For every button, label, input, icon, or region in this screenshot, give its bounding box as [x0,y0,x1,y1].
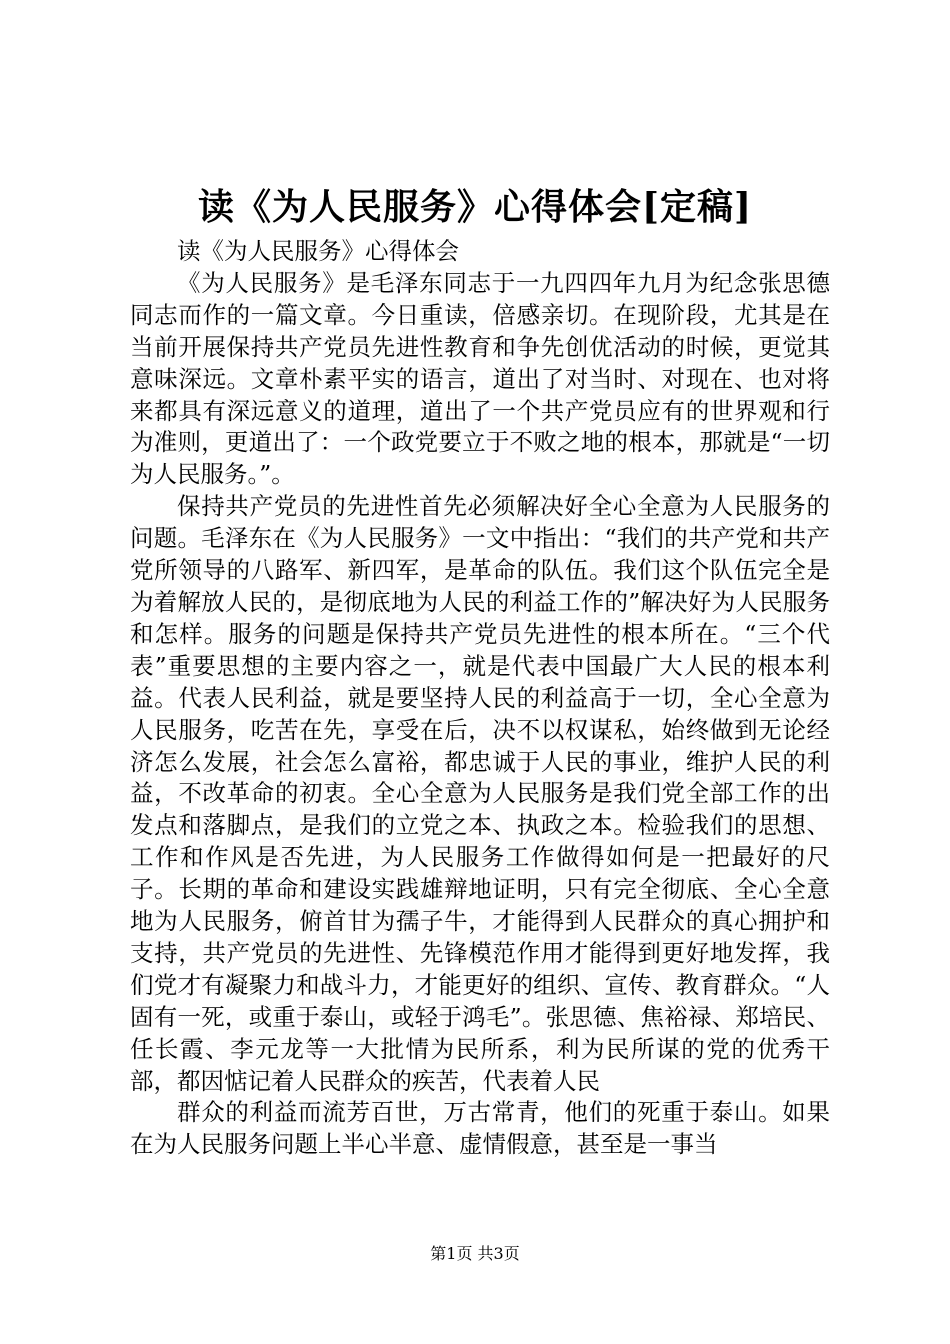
paragraph: 群众的利益而流芳百世，万古常青，他们的死重于泰山。如果在为人民服务问题上半心半意、虚情假意，甚至是一事当 [130,1098,830,1159]
document-title: 读《为人民服务》心得体会[定稿] [197,186,753,228]
paragraph: 《为人民服务》是毛泽东同志于一九四四年九月为纪念张思德同志而作的一篇文章。今日重读，倍感亲切。在现阶段，尤其是在当前开展保持共产党员先进性教育和争先创优活动的时候，更觉其意味深远。文章朴素平实的语言，道出了对当时、对现在、也对将来都具有深远意义的道理，道出了一个共产党员应有的世界观和行为准则，更道出了：一个政党要立于不败之地的根本，那就是“一切为人民服务。”。 [130,268,830,489]
paragraph: 保持共产党员的先进性首先必须解决好全心全意为人民服务的问题。毛泽东在《为人民服务》一文中指出：“我们的共产党和共产党所领导的八路军、新四军，是革命的队伍。我们这个队伍完全是为着解放人民的，是彻底地为人民的利益工作的”解决好为人民服务和怎样。服务的问题是保持共产党员先进性的根本所在。“三个代表”重要思想的主要内容之一，就是代表中国最广大人民的根本利益。代表人民利益，就是要坚持人民的利益高于一切，全心全意为人民服务，吃苦在先，享受在后，决不以权谋私，始终做到无论经济怎么发展，社会怎么富裕，都忠诚于人民的事业，维护人民的利益，不改革命的初衷。全心全意为人民服务是我们党全部工作的出发点和落脚点，是我们的立党之本、执政之本。检验我们的思想、工作和作风是否先进，为人民服务工作做得如何是一把最好的尺子。长期的革命和建设实践雄辩地证明，只有完全彻底、全心全意地为人民服务，俯首甘为孺子牛，才能得到人民群众的真心拥护和支持，共产党员的先进性、先锋模范作用才能得到更好地发挥，我们党才有凝聚力和战斗力，才能更好的组织、宣传、教育群众。“人固有一死，或重于泰山，或轻于鸿毛”。张思德、焦裕禄、郑培民、任长霞、李元龙等一大批情为民所系，利为民所谋的党的优秀干部，都因惦记着人民群众的疾苦，代表着人民 [130,492,830,1095]
page-footer: 第1页 共3页 [430,1244,520,1263]
paragraph-subtitle: 读《为人民服务》心得体会 [177,237,459,265]
document-body [130,236,830,1161]
